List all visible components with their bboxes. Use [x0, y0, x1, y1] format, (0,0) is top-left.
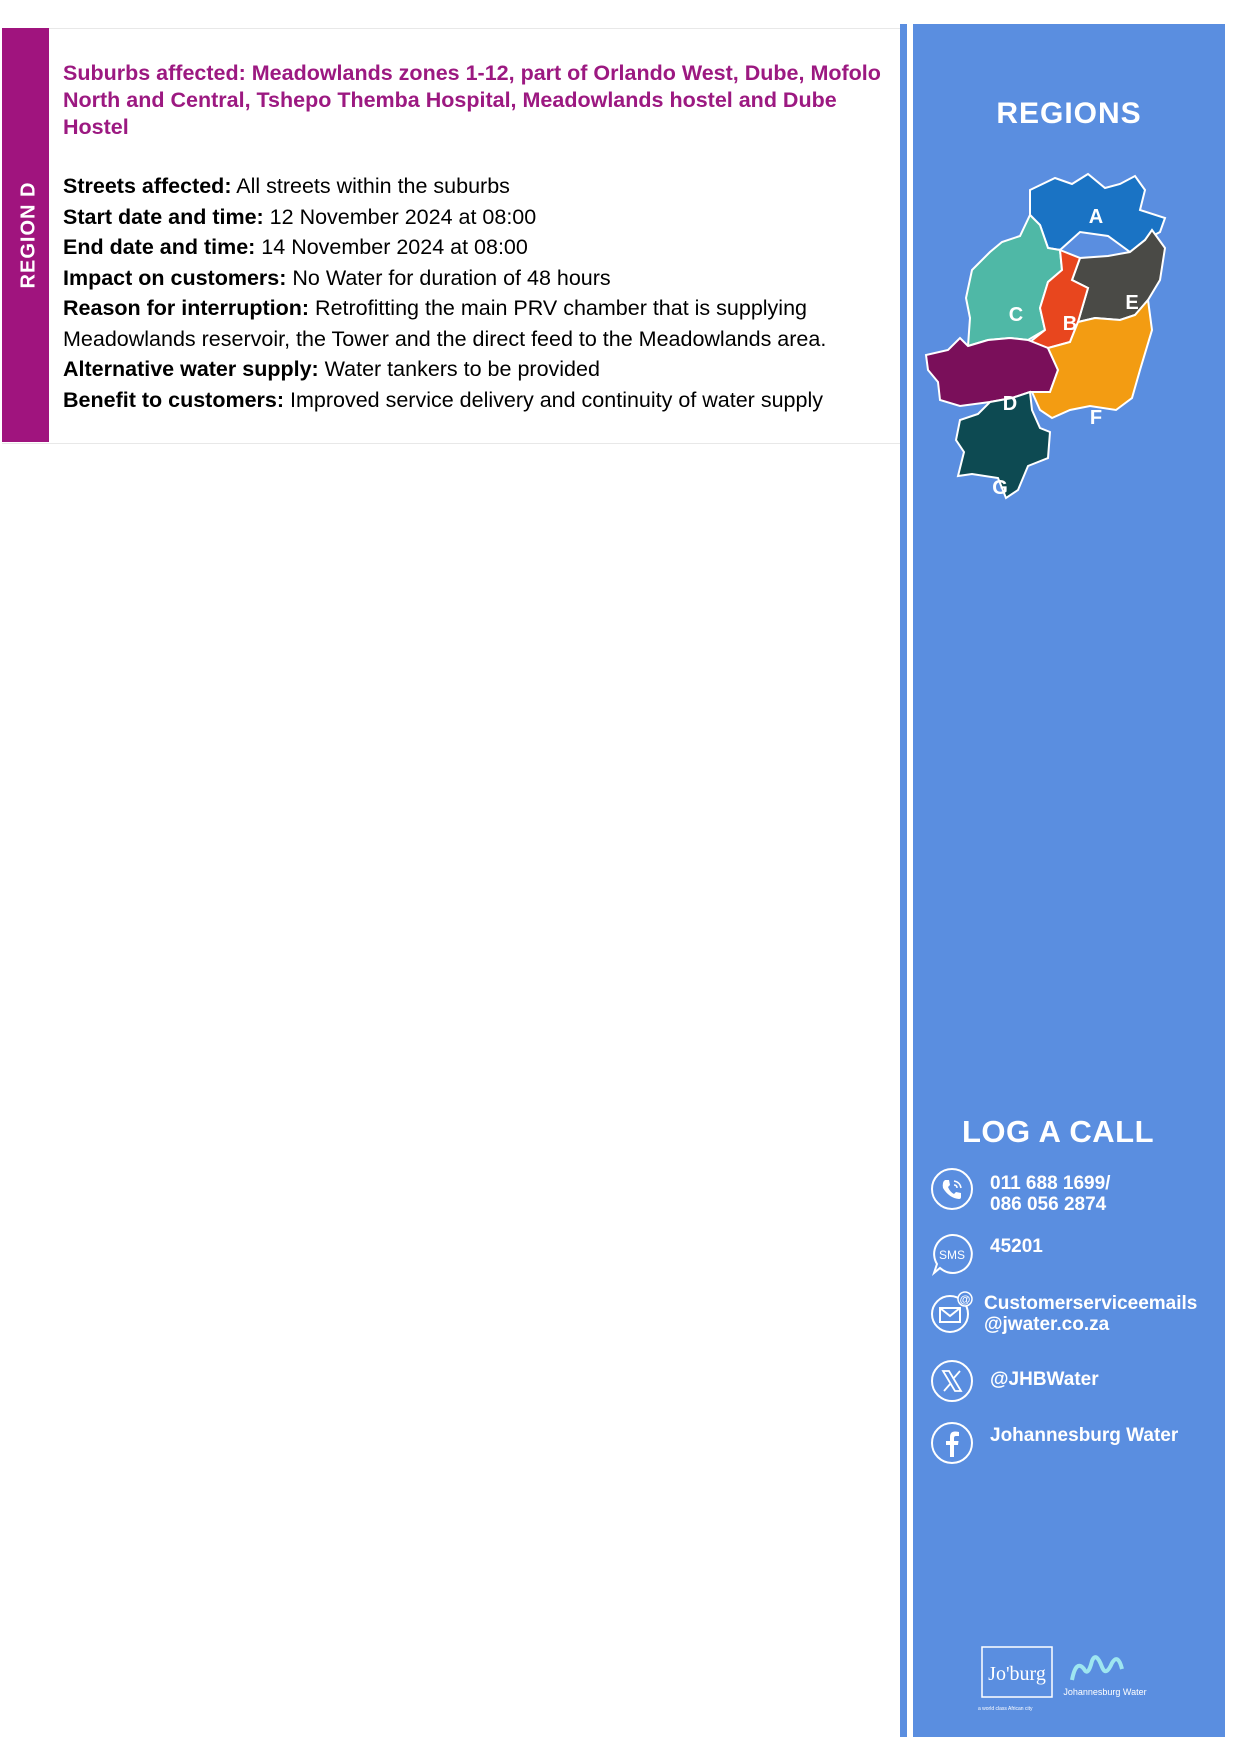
- facebook-page[interactable]: Johannesburg Water: [990, 1425, 1179, 1446]
- detail-label: Benefit to customers:: [63, 387, 285, 412]
- sms-icon: [930, 1232, 974, 1276]
- email-icon: [930, 1290, 974, 1334]
- facebook-icon: [930, 1421, 974, 1465]
- email-line-1: Customerserviceemails: [984, 1293, 1198, 1314]
- map-label-g: G: [992, 477, 1008, 499]
- region-label: REGION D: [17, 181, 40, 289]
- map-label-a: A: [1088, 206, 1104, 228]
- svg-text:@: @: [959, 1294, 971, 1306]
- map-label-b: B: [1062, 313, 1078, 335]
- map-label-e: E: [1125, 292, 1139, 314]
- detail-impact: [63, 263, 903, 294]
- phone-icon: [930, 1167, 974, 1211]
- twitter-handle[interactable]: @JHBWater: [990, 1369, 1099, 1390]
- phone-number[interactable]: [990, 1173, 1110, 1215]
- detail-value: All streets within the suburbs: [231, 174, 510, 198]
- detail-end: [63, 232, 903, 263]
- detail-label: Start date and time:: [63, 204, 264, 229]
- x-twitter-icon: [930, 1359, 974, 1403]
- phone-line-2: 086 056 2874: [990, 1194, 1107, 1215]
- map-label-d: D: [1002, 393, 1018, 415]
- detail-value: Retrofitting the main PRV chamber that is supplying Meadowlands reservoir, the Tower and the direct feed to the Meadowlands area.: [63, 296, 827, 351]
- detail-benefit: [63, 385, 903, 416]
- detail-label: Streets affected:: [63, 174, 232, 198]
- joburg-logo-icon: Jo'burg: [988, 1663, 1046, 1685]
- jw-logo-icon: [1072, 1657, 1122, 1680]
- phone-line-1: 011 688 1699/: [990, 1173, 1111, 1194]
- panel-divider: [900, 24, 907, 1737]
- detail-value: 12 November 2024 at 08:00: [263, 204, 537, 229]
- joburg-tagline: a world class African city: [978, 1706, 1033, 1712]
- detail-value: 14 November 2024 at 08:00: [255, 235, 528, 259]
- detail-reason: [63, 293, 903, 354]
- svg-text:SMS: SMS: [938, 1248, 966, 1262]
- detail-value: Water tankers to be provided: [318, 357, 600, 381]
- suburbs-affected: Suburbs affected: Meadowlands zones 1-12, part of Orlando West, Dube, Mofolo North and Central, Tshepo Themba Hospital, Meadowlands hostel and Dube Hostel: [63, 61, 881, 139]
- email-line-2: @jwater.co.za: [984, 1314, 1110, 1335]
- detail-value: No Water for duration of 48 hours: [286, 265, 611, 290]
- footer-logos: [980, 1645, 1155, 1707]
- detail-label: Impact on customers:: [63, 265, 287, 290]
- map-label-f: F: [1089, 407, 1103, 429]
- sms-number[interactable]: 45201: [990, 1236, 1043, 1257]
- jw-logo-text: Johannesburg Water: [1063, 1687, 1147, 1697]
- notice-details: [63, 171, 903, 415]
- email-address[interactable]: [984, 1293, 1197, 1335]
- log-a-call-title: LOG A CALL: [961, 1114, 1155, 1149]
- detail-alternative: [63, 354, 903, 385]
- detail-streets: [63, 171, 903, 202]
- detail-start: [63, 202, 903, 233]
- regions-title: REGIONS: [996, 97, 1142, 130]
- detail-label: Alternative water supply:: [63, 357, 319, 381]
- detail-label: Reason for interruption:: [63, 296, 310, 320]
- detail-label: End date and time:: [63, 235, 256, 259]
- regions-map: [920, 170, 1220, 565]
- map-label-c: C: [1008, 304, 1024, 326]
- detail-value: Improved service delivery and continuity of water supply: [284, 387, 823, 412]
